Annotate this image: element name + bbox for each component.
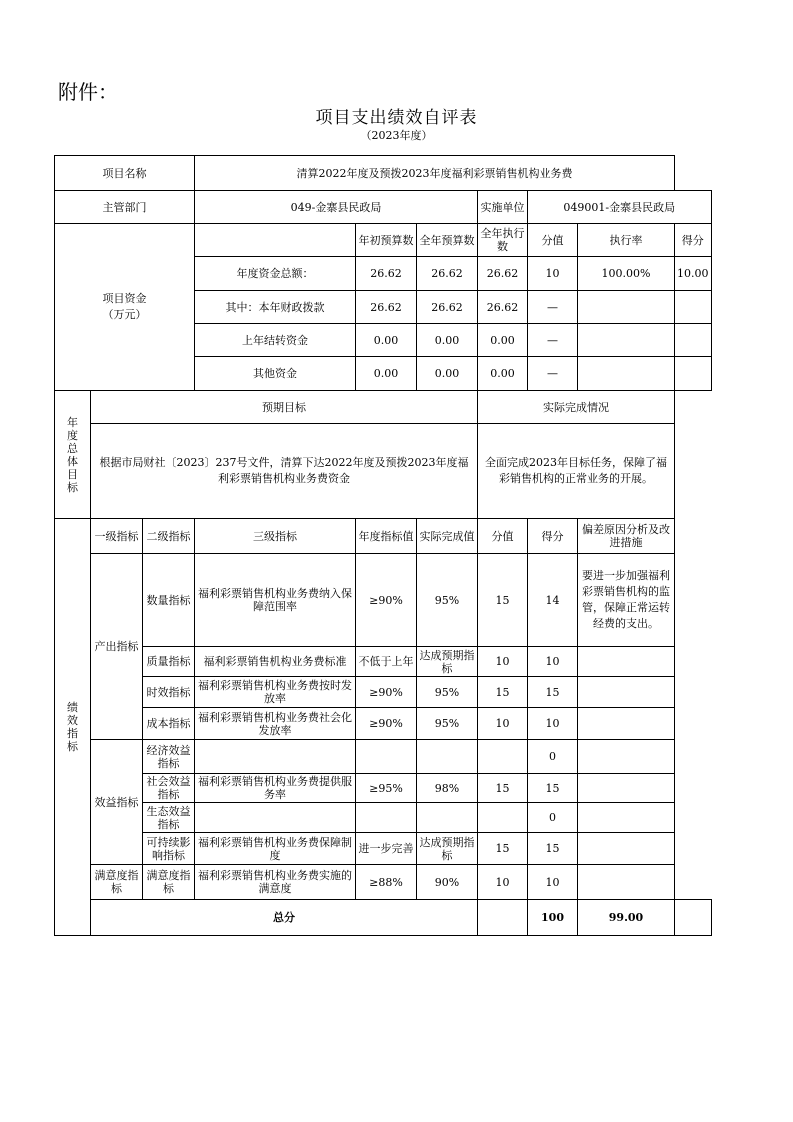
perf-row-reason xyxy=(578,803,675,833)
perf-row-value xyxy=(478,740,528,774)
perf-header-target: 年度指标值 xyxy=(356,519,417,554)
perf-row-value xyxy=(478,803,528,833)
funds-row-initial: 26.62 xyxy=(356,291,417,324)
perf-row-score: 0 xyxy=(528,803,578,833)
perf-row-l3: 福利彩票销售机构业务费保障制度 xyxy=(195,833,356,865)
output-indicators-label: 产出指标 xyxy=(91,554,143,740)
perf-row-target xyxy=(356,740,417,774)
satisfaction-indicators-label: 满意度指标 xyxy=(91,865,143,900)
funds-row-rate xyxy=(578,291,675,324)
perf-row xyxy=(55,554,712,647)
perf-row xyxy=(55,774,712,803)
funds-header-initial: 年初预算数 xyxy=(356,224,417,257)
total-reason-blank xyxy=(675,900,712,936)
perf-row-l2: 时效指标 xyxy=(143,677,195,708)
perf-row-score: 0 xyxy=(528,740,578,774)
goals-actual-label: 实际完成情况 xyxy=(478,391,675,424)
perf-row-score: 10 xyxy=(528,647,578,677)
department-row xyxy=(55,191,712,224)
perf-row-value: 10 xyxy=(478,708,528,740)
perf-header-score: 得分 xyxy=(528,519,578,554)
goals-content-row xyxy=(55,424,712,519)
impl-label: 实施单位 xyxy=(478,191,528,224)
perf-row-l2: 社会效益指标 xyxy=(143,774,195,803)
funds-row-label: 上年结转资金 xyxy=(195,324,356,357)
perf-row xyxy=(55,708,712,740)
perf-row-target: 不低于上年 xyxy=(356,647,417,677)
funds-row-label: 其中：本年财政拨款 xyxy=(195,291,356,324)
perf-row xyxy=(55,647,712,677)
funds-row-initial: 0.00 xyxy=(356,357,417,391)
funds-row-label: 年度资金总额： xyxy=(195,257,356,291)
perf-row-value: 10 xyxy=(478,865,528,900)
goals-header-row xyxy=(55,391,712,424)
funds-row-executed: 26.62 xyxy=(478,257,528,291)
perf-row-l3: 福利彩票销售机构业务费实施的满意度 xyxy=(195,865,356,900)
perf-header-value: 分值 xyxy=(478,519,528,554)
perf-row-l2: 质量指标 xyxy=(143,647,195,677)
funds-row-score-value: — xyxy=(528,291,578,324)
perf-row-value: 15 xyxy=(478,554,528,647)
funds-row-score: 10.00 xyxy=(675,257,712,291)
perf-row-target: ≥88% xyxy=(356,865,417,900)
project-name-value: 清算2022年度及预拨2023年度福利彩票销售机构业务费 xyxy=(195,156,675,191)
funds-row-annual: 0.00 xyxy=(417,324,478,357)
funds-header-score: 得分 xyxy=(675,224,712,257)
perf-row-reason xyxy=(578,740,675,774)
perf-row-l3 xyxy=(195,803,356,833)
funds-row-score-value: — xyxy=(528,324,578,357)
funds-row-executed: 26.62 xyxy=(478,291,528,324)
perf-row-reason xyxy=(578,677,675,708)
funds-header-executed: 全年执行数 xyxy=(478,224,528,257)
page-title: 项目支出绩效自评表 xyxy=(315,108,478,128)
perf-row-reason xyxy=(578,774,675,803)
perf-row-l3 xyxy=(195,740,356,774)
perf-row-reason xyxy=(578,865,675,900)
funds-row-annual: 26.62 xyxy=(417,257,478,291)
perf-row-actual: 95% xyxy=(417,708,478,740)
perf-row-l2: 成本指标 xyxy=(143,708,195,740)
perf-row-actual: 达成预期指标 xyxy=(417,647,478,677)
perf-row-reason xyxy=(578,647,675,677)
funds-row-initial: 0.00 xyxy=(356,324,417,357)
funds-row-score-value: — xyxy=(528,357,578,391)
perf-row-score: 10 xyxy=(528,865,578,900)
perf-header-row xyxy=(55,519,712,554)
impl-value: 049001-金寨县民政局 xyxy=(528,191,712,224)
perf-row-actual: 98% xyxy=(417,774,478,803)
perf-row-l3: 福利彩票销售机构业务费提供服务率 xyxy=(195,774,356,803)
perf-row-l2: 满意度指标 xyxy=(143,865,195,900)
funds-row-score xyxy=(675,291,712,324)
perf-row-value: 15 xyxy=(478,833,528,865)
funds-header-annual: 全年预算数 xyxy=(417,224,478,257)
perf-row-score: 15 xyxy=(528,833,578,865)
perf-row-score: 15 xyxy=(528,774,578,803)
perf-row-l2: 经济效益指标 xyxy=(143,740,195,774)
perf-row-actual: 90% xyxy=(417,865,478,900)
perf-row-reason xyxy=(578,833,675,865)
funds-row-score-value: 10 xyxy=(528,257,578,291)
perf-row-score: 14 xyxy=(528,554,578,647)
perf-row-target xyxy=(356,803,417,833)
perf-row-l3: 福利彩票销售机构业务费按时发放率 xyxy=(195,677,356,708)
total-blank xyxy=(478,900,528,936)
project-name-label: 项目名称 xyxy=(55,156,195,191)
attachment-label: 附件： xyxy=(58,80,118,104)
funds-row-rate xyxy=(578,357,675,391)
funds-row-rate xyxy=(578,324,675,357)
dept-label: 主管部门 xyxy=(55,191,195,224)
perf-row-target: ≥90% xyxy=(356,677,417,708)
goals-expected-text: 根据市局财社〔2023〕237号文件，清算下达2022年度及预拨2023年度福利彩票销售机构业务费资金 xyxy=(91,424,478,519)
year-subtitle: （2023年度） xyxy=(360,129,433,142)
funds-row-executed: 0.00 xyxy=(478,324,528,357)
funds-row-label: 其他资金 xyxy=(195,357,356,391)
benefit-indicators-label: 效益指标 xyxy=(91,740,143,865)
funds-row-executed: 0.00 xyxy=(478,357,528,391)
perf-row-l2: 生态效益指标 xyxy=(143,803,195,833)
funds-header-score-value: 分值 xyxy=(528,224,578,257)
perf-row-actual: 95% xyxy=(417,677,478,708)
perf-header-actual: 实际完成值 xyxy=(417,519,478,554)
perf-row-l3: 福利彩票销售机构业务费纳入保障范围率 xyxy=(195,554,356,647)
perf-row xyxy=(55,833,712,865)
funds-row-score xyxy=(675,357,712,391)
funds-row-annual: 26.62 xyxy=(417,291,478,324)
perf-header-reason: 偏差原因分析及改进措施 xyxy=(578,519,675,554)
goals-actual-text: 全面完成2023年目标任务，保障了福彩销售机构的正常业务的开展。 xyxy=(478,424,675,519)
total-score: 99.00 xyxy=(578,900,675,936)
perf-label: 绩效指标 xyxy=(55,519,91,936)
perf-row-target: ≥90% xyxy=(356,708,417,740)
perf-row-score: 10 xyxy=(528,708,578,740)
perf-row-value: 15 xyxy=(478,774,528,803)
perf-row-reason xyxy=(578,708,675,740)
perf-row-l3: 福利彩票销售机构业务费社会化发放率 xyxy=(195,708,356,740)
perf-header-l3: 三级指标 xyxy=(195,519,356,554)
total-row xyxy=(55,900,712,936)
funds-label: 项目资金 （万元） xyxy=(55,224,195,391)
perf-header-l1: 一级指标 xyxy=(91,519,143,554)
funds-row-score xyxy=(675,324,712,357)
funds-row-rate: 100.00% xyxy=(578,257,675,291)
perf-row xyxy=(55,677,712,708)
total-label: 总分 xyxy=(91,900,478,936)
perf-row-l2: 数量指标 xyxy=(143,554,195,647)
goals-expected-label: 预期目标 xyxy=(91,391,478,424)
perf-row-value: 15 xyxy=(478,677,528,708)
perf-row-actual xyxy=(417,740,478,774)
perf-row-actual xyxy=(417,803,478,833)
perf-row-value: 10 xyxy=(478,647,528,677)
funds-header-rate: 执行率 xyxy=(578,224,675,257)
perf-row-target: ≥95% xyxy=(356,774,417,803)
perf-row-target: ≥90% xyxy=(356,554,417,647)
total-value: 100 xyxy=(528,900,578,936)
perf-row xyxy=(55,803,712,833)
perf-row-reason: 要进一步加强福利彩票销售机构的监管，保障正常运转经费的支出。 xyxy=(578,554,675,647)
perf-row-score: 15 xyxy=(528,677,578,708)
perf-row-target: 进一步完善 xyxy=(356,833,417,865)
perf-row xyxy=(55,740,712,774)
perf-row-actual: 达成预期指标 xyxy=(417,833,478,865)
evaluation-table xyxy=(54,155,712,936)
goals-label: 年度总体目标 xyxy=(55,391,91,519)
perf-row-l2: 可持续影响指标 xyxy=(143,833,195,865)
dept-value: 049-金寨县民政局 xyxy=(195,191,478,224)
funds-header-blank xyxy=(195,224,356,257)
perf-header-l2: 二级指标 xyxy=(143,519,195,554)
perf-row-l3: 福利彩票销售机构业务费标准 xyxy=(195,647,356,677)
perf-row xyxy=(55,865,712,900)
funds-row-annual: 0.00 xyxy=(417,357,478,391)
perf-row-actual: 95% xyxy=(417,554,478,647)
funds-row-initial: 26.62 xyxy=(356,257,417,291)
funds-header-row xyxy=(55,224,712,257)
project-name-row xyxy=(55,156,712,191)
